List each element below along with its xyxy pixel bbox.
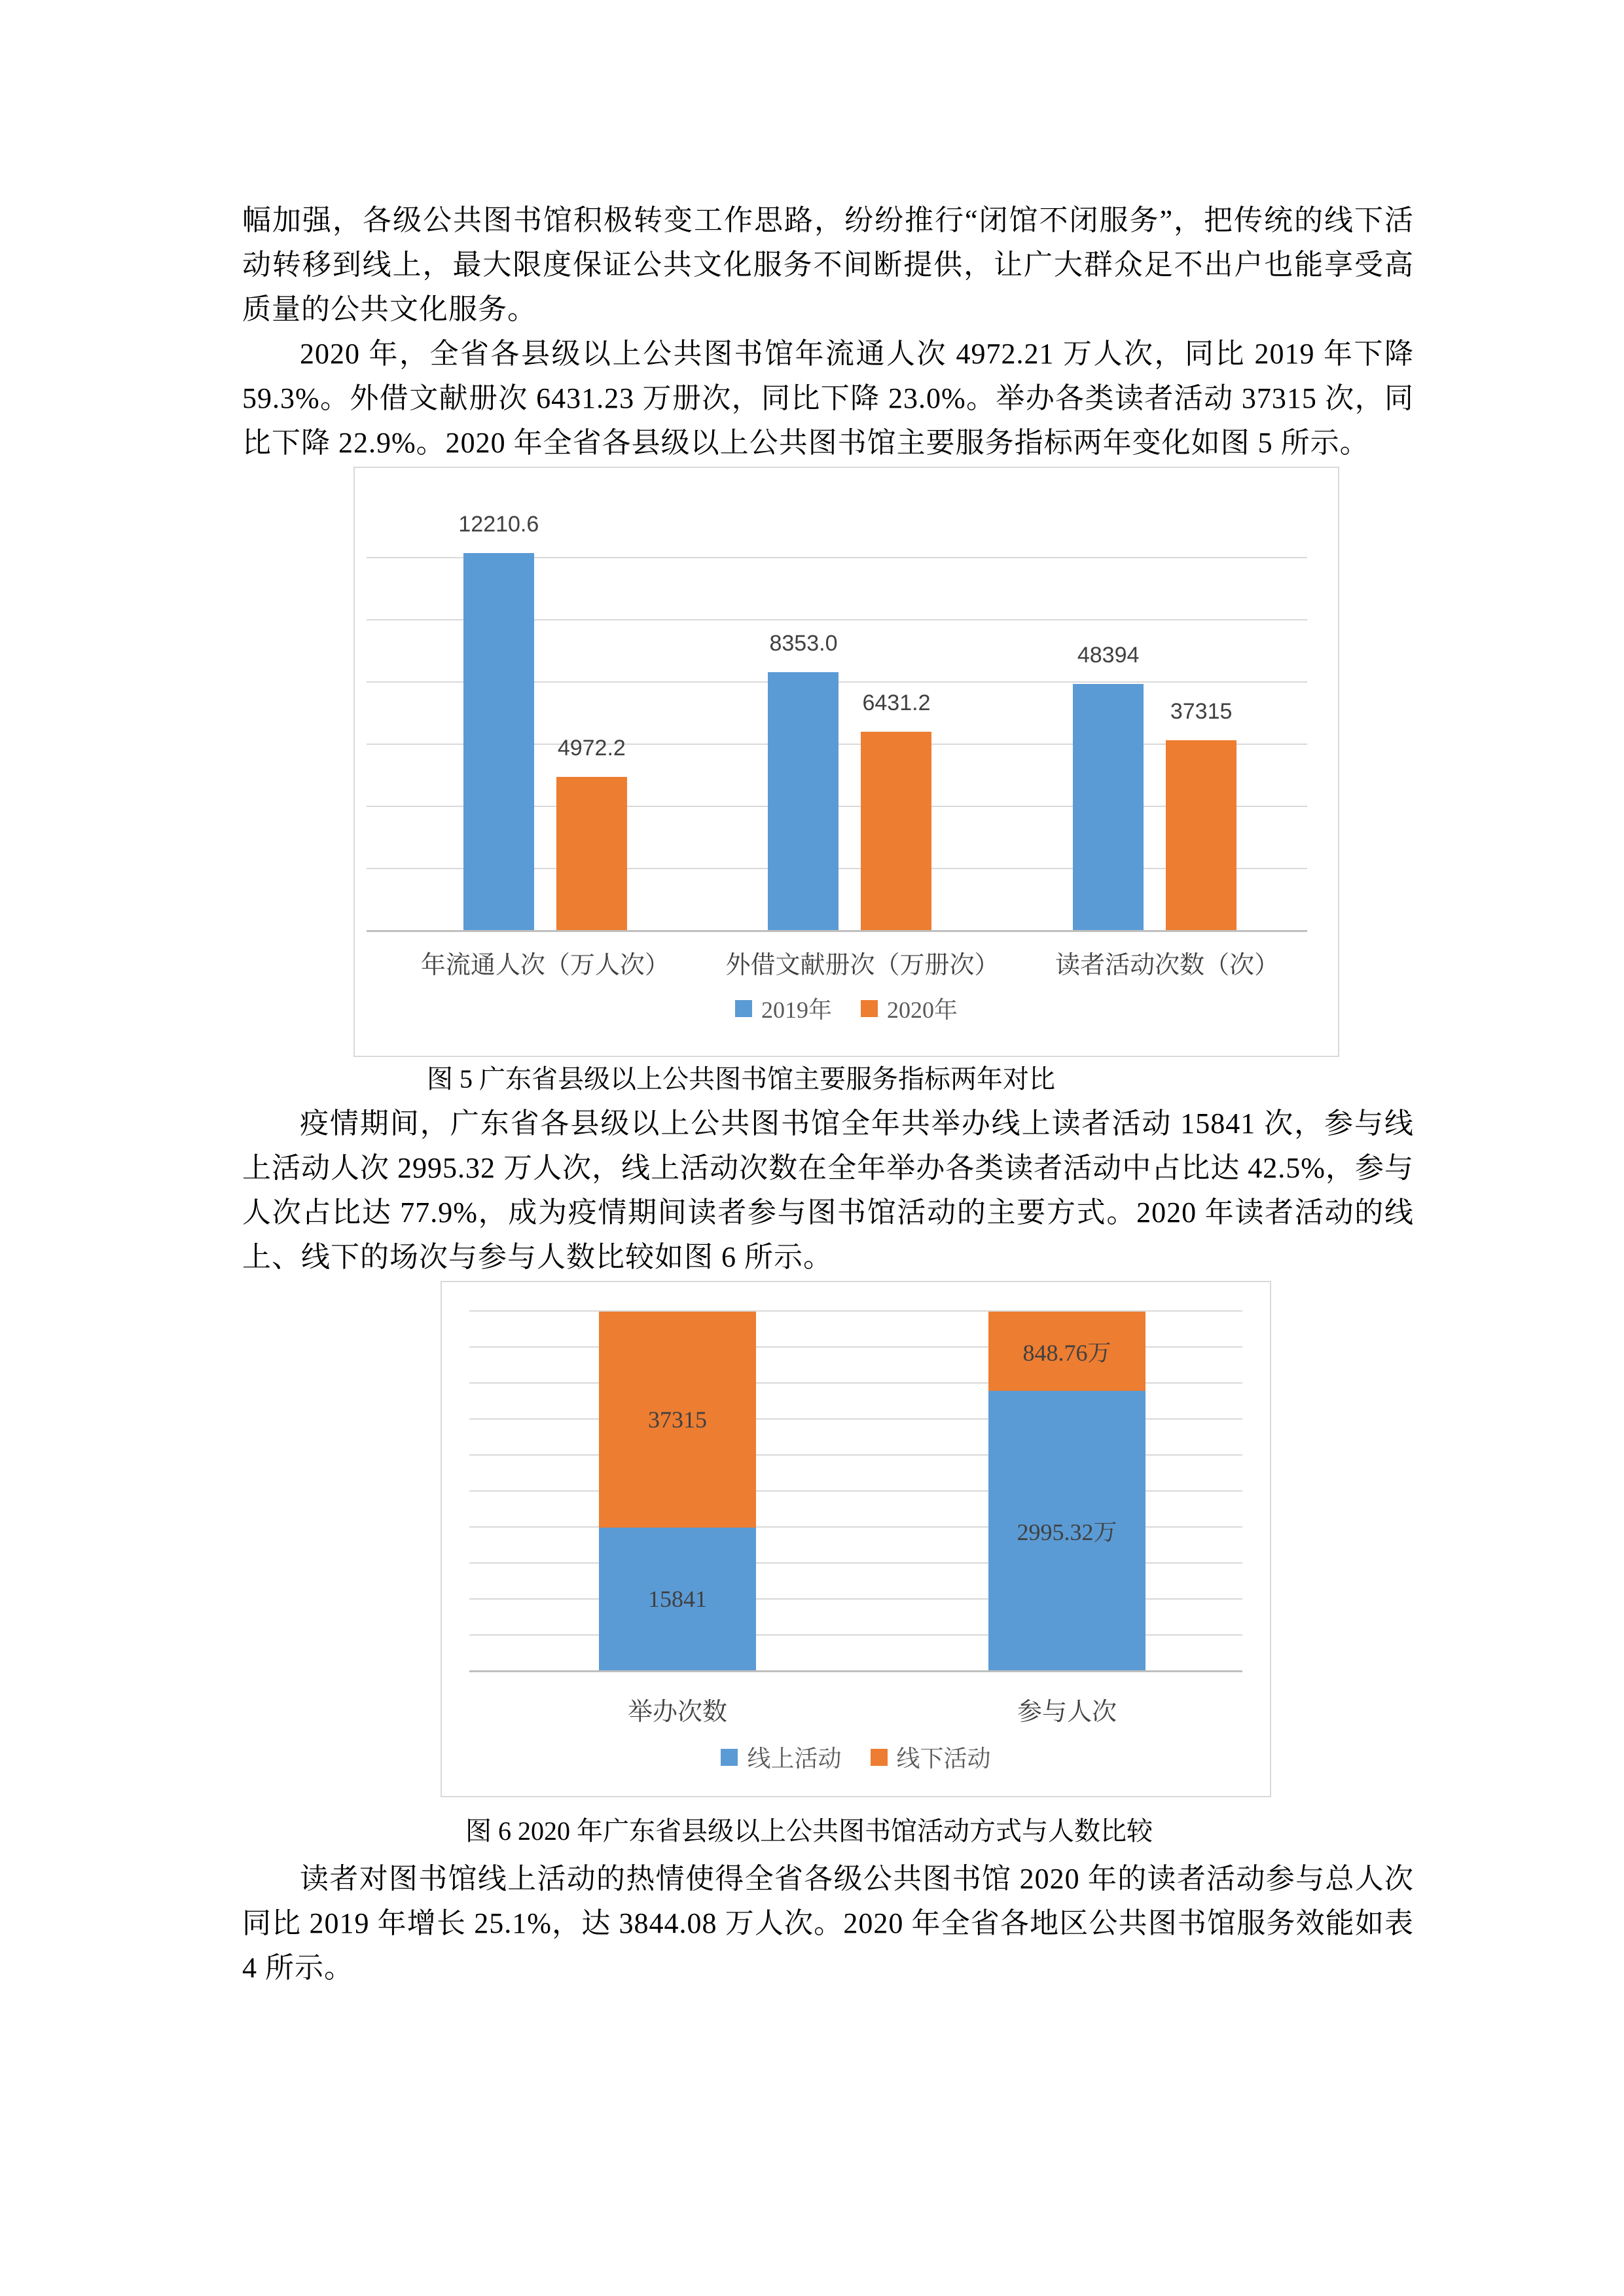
figure5-plot-area [367, 498, 1307, 932]
figure5-caption: 图 5 广东省县级以上公共图书馆主要服务指标两年对比 [427, 1064, 1055, 1094]
segment-value-label: 15841 [648, 1586, 707, 1612]
figure5-bar-2019年 [458, 512, 539, 930]
segment-value-label: 848.76万 [1022, 1340, 1111, 1366]
figure6-segment-线下活动 [599, 1312, 756, 1528]
legend-label: 2019年 [761, 997, 832, 1023]
figure6-category-label: 参与人次 [1017, 1698, 1117, 1726]
paragraph-4: 读者对图书馆线上活动的热情使得全省各级公共图书馆 2020 年的读者活动参与总人次同比 2019 年增长 25.1%，达 3844.08 万人次。2020 年全省各地区公共图书馆服务效能如表 4 所示。 [242, 1863, 1414, 1984]
paragraph-1: 幅加强，各级公共图书馆积极转变工作思路，纷纷推行“闭馆不闭服务”，把传统的线下活动转移到线上，最大限度保证公共文化服务不间断提供，让广大群众足不出户也能享受高质量的公共文化服务。 [242, 204, 1414, 325]
figure6-segment-线上活动 [988, 1391, 1146, 1670]
legend-swatch-2020年 [861, 1000, 878, 1017]
segment-value-label: 37315 [648, 1407, 707, 1433]
bar-value-label: 6431.2 [862, 691, 931, 715]
legend-label: 线下活动 [896, 1746, 991, 1772]
figure5-bar-2019年 [768, 631, 839, 930]
figure6-category-label: 举办次数 [627, 1698, 727, 1726]
bar-value-label: 12210.6 [458, 512, 539, 537]
figure6-caption: 图 6 2020 年广东省县级以上公共图书馆活动方式与人数比较 [465, 1816, 1153, 1846]
figure6-legend-item [721, 1740, 841, 1774]
figure5-category-axis [367, 944, 1307, 980]
segment-value-label: 2995.32万 [1017, 1519, 1117, 1545]
figure5-legend-item [735, 992, 832, 1025]
figure6-plot-area [469, 1310, 1242, 1672]
paragraph-2: 2020 年，全省各县级以上公共图书馆年流通人次 4972.21 万人次，同比 2019 年下降 59.3%。外借文献册次 6431.23 万册次，同比下降 23.0%。举办各类读者活动 37315 次，同比下降 22.9%。2020 年全省各县级以上公共图书馆主要服务指标两年变化如图 5 所示。 [242, 338, 1414, 459]
figure6-chart [441, 1281, 1271, 1797]
figure6-stacked-bar [988, 1312, 1146, 1670]
legend-label: 线上活动 [747, 1746, 842, 1772]
figure6-segment-线上活动 [599, 1528, 756, 1670]
legend-swatch-线下活动 [871, 1749, 888, 1766]
figure5-legend-item [861, 992, 958, 1025]
bar-value-label: 8353.0 [769, 631, 838, 656]
figure5-category-label: 读者活动次数（次） [1055, 952, 1280, 979]
paragraph-3: 疫情期间，广东省各县级以上公共图书馆全年共举办线上读者活动 15841 次，参与线上活动人次 2995.32 万人次，线上活动次数在全年举办各类读者活动中占比达 42.5%，参与人次占比达 77.9%，成为疫情期间读者参与图书馆活动的主要方式。2020 年读者活动的线上、线下的场次与参与人数比较如图 6 所示。 [242, 1107, 1414, 1273]
page-content [242, 0, 1414, 1990]
figure5-category-label: 外借文献册次（万册次） [725, 952, 1000, 979]
bar-value-label: 4972.2 [557, 736, 626, 761]
figure5-bar-2019年 [1073, 643, 1144, 930]
bar-value-label: 48394 [1077, 643, 1140, 668]
figure6-segment-线下活动 [988, 1312, 1146, 1391]
figure5-bar-group [458, 498, 627, 930]
figure6-legend [442, 1740, 1270, 1774]
figure5-bar-2020年 [556, 736, 627, 930]
bar-value-label: 37315 [1170, 699, 1233, 724]
figure6-legend-item [871, 1740, 991, 1774]
figure5-legend [355, 992, 1338, 1025]
figure5-bar-2020年 [861, 691, 931, 930]
legend-swatch-2019年 [735, 1000, 752, 1017]
figure5-bar-2020年 [1166, 699, 1236, 930]
legend-label: 2020年 [887, 997, 958, 1023]
figure5-chart [353, 467, 1339, 1057]
figure5-bar-group [1073, 498, 1236, 930]
figure6-stacked-bar [599, 1312, 756, 1670]
legend-swatch-线上活动 [721, 1749, 738, 1766]
figure5-category-label: 年流通人次（万人次） [420, 952, 670, 979]
figure5-bar-group [768, 498, 931, 930]
